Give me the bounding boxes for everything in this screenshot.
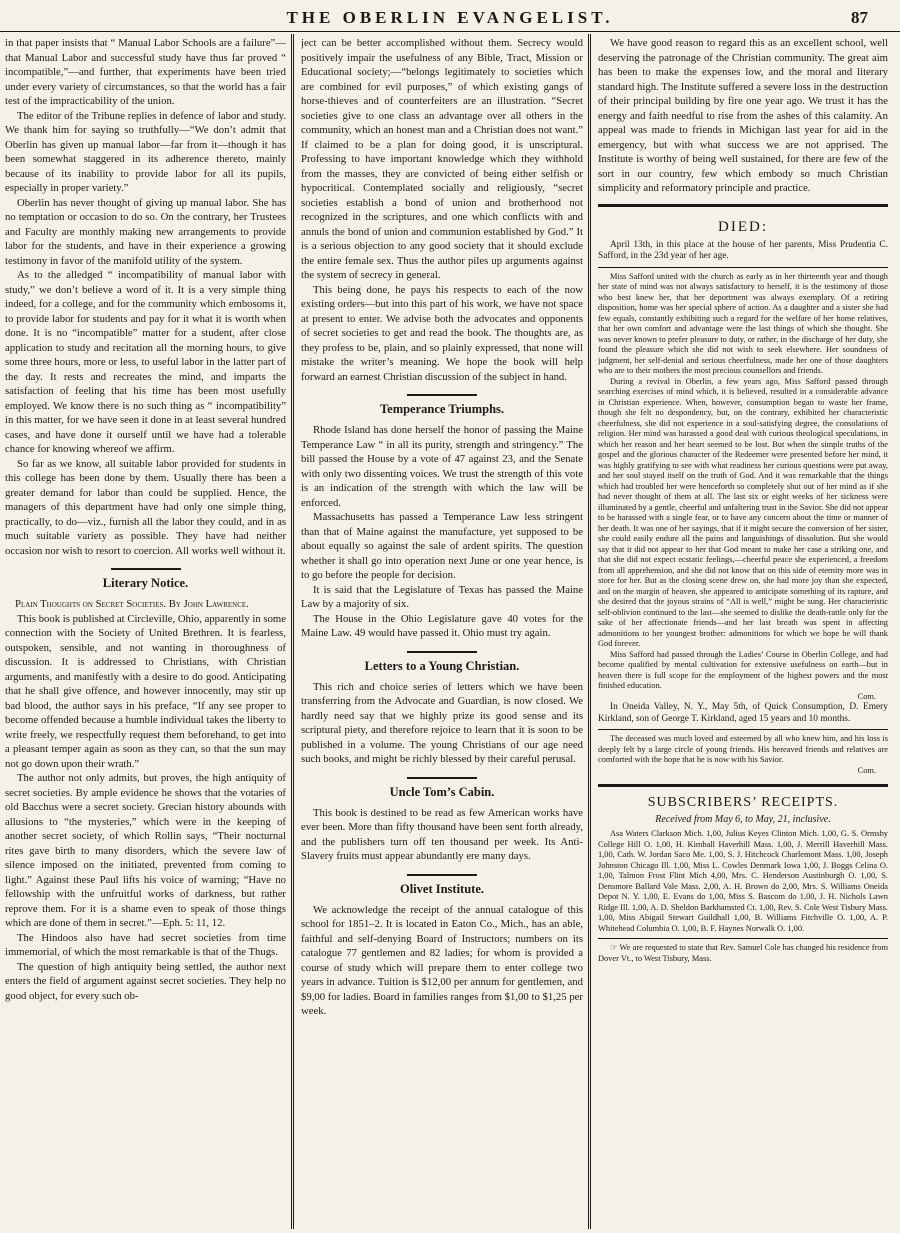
- article-paragraph: The House in the Ohio Legislature gave 40 votes for the Maine Law. 49 would have passed it. Ohio must try again.: [301, 612, 583, 639]
- signature: Com.: [857, 691, 876, 701]
- article-paragraph: As to the alledged “ incompatibility of manual labor with study,” we don’t believe a word of it. It is a very simple thing indeed, for a college, and for the community which embosoms it, to provide labor for students and pay for it what it is worth when done. It is no “incompatible” matter for a student, after close application to study and recitation all the morning hours, to give some three hours, more or less, to useful labor in the latter part of the day. It rests and recreates the mind, and imparts the satisfaction of feeling that his time has been most usefully employed. We know there is no such thing as “ incompatibility” in this matter, for we have seen it done in at least several hundred cases, and have done it ourself until we have had a tolerable chance for knowing whereof we affirm.: [5, 269, 286, 455]
- article-paragraph: in that paper insists that “ Manual Labor Schools are a failure”—that Manual Labor and successful study have thus far proved “ incompatible,”—and further, that experiments have been tried under every variety of circumstances, so that the world has a fair test of the impracticability of the union.: [5, 37, 286, 107]
- divider: [598, 938, 888, 939]
- article-paragraph: We have good reason to regard this as an excellent school, well deserving the patronage of the Christian community. The great aim has been to make the expenses low, and the moral and literary standard high. The Institute suffered a severe loss in the destruction of their principal building by fire one year ago. We trust it has the energy and faith needful to rise from the ashes of this calamity. An appeal was made to friends in Michigan last year for aid in the emergency, but with what success we are not apprised. The Institute is worthy of being well sustained, for there are few of the sort in our country, few which embody so much Christian simplicity and reformatory principle and practice.: [598, 37, 888, 194]
- page-number: 87: [851, 8, 868, 27]
- olivet-institute-heading: Olivet Institute.: [301, 874, 583, 897]
- obituary-paragraph: During a revival in Oberlin, a few years ago, Miss Safford passed through searching exercises of mind which, it is believed, resulted in a considerable advance in Christian experience. When, however, consumption began to waste her frame, though she felt no despondency, but, on the contrary, exhibited her characteristic cheerfulness, she did not experience in a soul-satisfying degree, the consolations of religion. Her mind was harassed a good deal with curious theological speculations, in which her reason and her heart seemed to be lost. But when the simple truths of the gospel and the glorious character of the Redeemer were presented before her mind, it was highly gratifying to see with what readiness her curious questions were put away, and her soul stayed itself on the truth of God. And it was remarkable that the things which had troubled her were henceforth so completely shut out of her mind as if she had never thought of them at all. The last six or eight weeks of her sickness were illuminated by a gentle, cheerful and unfaltering trust in the Savior. She did not appear to be harassed with a single fear, or to have any concern about the time or manner of her death. It was one of her sayings, that if it might secure the conversion of her sister, she could easily endure all the pains and languishings of dissolution. But she would say that it did not appear to her that God meant to make her case a striking one, and that she did not expect ecstatic feelings,—cheerful peace she experienced, a freedom from all apprehension, and she did not know that on this side of eternity more was in store for her. But as the closing scene drew on, she had more joy than she expected, and on the margin of heaven, she appeared to anticipate something of its rapture, and she desired that the joyous strains of “All is well,” might be sung. Her characteristic self-oblivion continued to the last—she seemed to dislike the death-rattle only for the sake of her affectionate friends—and her last breath was spent in affecting admonitions to her youngest brother: admonitions for which we hope he will thank God forever.: [598, 376, 888, 648]
- obituary-paragraph: Miss Safford united with the church as early as in her thirteenth year and though her state of mind was not always satisfactory to herself, it is the testimony of those who best knew her, that her deportment was always exemplary. Of a retiring disposition, home was her special sphere of action. As a daughter and a sister she had few equals, constantly exhibiting such a regard for the welfare of her home relatives, that her own comfort and advantage were the last things of which she thought. She was never known to prefer pleasure to duty, or rather, in the discharge of her duty, she found the pleasure which she did not wish to seek elsewhere. Her soundness of judgment, her self-denial and serious cheerfulness, made her one of those daughters who are to their mothers the most precious counsellors and friends.: [598, 271, 888, 375]
- letters-heading: Letters to a Young Christian.: [301, 651, 583, 674]
- column-divider: [291, 34, 294, 1229]
- temperance-heading: Temperance Triumphs.: [301, 394, 583, 417]
- receipts-note: ☞ We are requested to state that Rev. Samuel Cole has changed his residence from Dover Vt., to West Tisbury, Mass.: [598, 943, 888, 963]
- article-paragraph: This rich and choice series of letters which we have been transferring from the Advocate and Guardian, is now closed. We hardly need say that we highly prize its good sense and its scriptural piety, and therefore rejoice to learn that it is soon to be published in a volume. The young Christians of our age need such books, and might be richly blessed by their careful perusal.: [301, 680, 583, 765]
- column-divider: [588, 34, 591, 1229]
- masthead-title: THE OBERLIN EVANGELIST.: [286, 8, 614, 27]
- article-paragraph: Massachusetts has passed a Temperance Law less stringent than that of Maine against the manufacture, yet supposed to be about equally so against the sale of ardent spirits. The question whether it shall go into operation next June or one year hence, is to go before the people for decision.: [301, 511, 583, 581]
- article-paragraph: Rhode Island has done herself the honor of passing the Maine Temperance Law “ in all its purity, strength and stringency.” The bill passed the House by a vote of 47 against 23, and the Senate with only two dissenting voices. We trust the strength of this vote is an indication of the strength with which the law will be enforced.: [301, 424, 583, 509]
- literary-notice-byline: Plain Thoughts on Secret Societies. By John Lawrence.: [15, 598, 249, 610]
- article-paragraph: We acknowledge the receipt of the annual catalogue of this school for 1851–2. It is located in Eaton Co., Mich., has an able, faithful and self-denying Board of Instructors; numbers on its catalogue 77 gentlemen and 82 ladies; for whom is provided a course of study which will prepare them to enter college two years in advance. Tuition is $12,00 per annum for gentlemen, and $9,00 for ladies. Board in families ranges from $1,00 to $1,25 per week.: [301, 903, 583, 1017]
- divider: [598, 267, 888, 268]
- died-heading: DIED:: [718, 218, 768, 235]
- literary-notice-heading: Literary Notice.: [5, 568, 286, 591]
- header-rule: [0, 31, 900, 32]
- section-rule: [598, 204, 888, 207]
- column-2: [301, 36, 583, 1226]
- article-paragraph: The author not only admits, but proves, the high antiquity of secret societies. By ample evidence he shows that the votaries of old Bacchus were a secret society. Grecian history abounds with allusions to “the mysteries,” which were in the keeping of another secret society, of which Rollin says, “Their nocturnal rites gave birth to many disorders, which the severe law of silence imposed on the initiated, prevented from coming to light.” Against these Paul lifts his voice of warning; “Have no fellowship with the unfruitful works of darkness, but rather reprove them. For it is a shame even to speak of those things which are done of them in secret.”—Eph. 5: 11, 12.: [5, 772, 286, 929]
- article-paragraph: This book is destined to be read as few American works have ever been. More than fifty thousand have been sent forth already, and the publishers turn off ten thousand per week. Its Anti-Slavery fruits must appear abundantly ere many days.: [301, 806, 583, 862]
- article-paragraph: So far as we know, all suitable labor provided for students in this college has been done by them. Usually there has been a greater demand for labor than could be supplied. Hence, the managers of this department have had only one simple thing, practically, to do—viz., furnish all the labor they could, and in as much suitable variety as possible. They have had neither occasion nor wish to resort to coercion. All works well without it.: [5, 457, 286, 557]
- article-paragraph: The editor of the Tribune replies in defence of labor and study. We thank him for saying so truthfully—“We don’t admit that Oberlin has given up manual labor—far from it—though it has been somewhat staggered in its adherence thereto, mainly because of its inability to provide labor for all its pupils, especially in proper variety.”: [5, 109, 286, 194]
- obituary-paragraph: Miss Safford had passed through the Ladies’ Course in Oberlin College, and had become qualified by mental cultivation for extensive usefulness on earth—but in heaven there is full scope for the employment of the highest powers and the most finished education.: [598, 649, 888, 690]
- article-paragraph: This book is published at Circleville, Ohio, apparently in some connection with the Society of United Brethren. It is fearless, outspoken, sensible, and not wanting in thoroughness of discussion. It is addressed to Christians, with Christian arguments, and manifestly with a desire to do good. Anticipating that he shall give offence, and however innocently, may stir up bad blood, the author says in his preface, “If any see proper to become offended because a humble individual takes the liberty to write freely, we respectfully request them beforehand, to get into a pleasant temper again as soon as they can, so that the sun may not go down upon their wrath.”: [5, 612, 286, 770]
- column-3: [598, 36, 888, 1226]
- column-1: [5, 36, 286, 1226]
- obituary-notice: April 13th, in this place at the house of her parents, Miss Prudentia C. Safford, in the 23d year of her age.: [598, 239, 888, 261]
- receipts-date-range: Received from May 6, to May, 21, inclusive.: [655, 814, 831, 825]
- obituary-notice: In Oneida Valley, N. Y., May 5th, of Quick Consumption, D. Emery Kirkland, son of George T. Kirkland, aged 15 years and 10 months.: [598, 702, 888, 724]
- article-paragraph: This being done, he pays his respects to each of the now existing orders—but into this part of his work, we have not space at present to enter. We advise both the advocates and opponents of secret societies to get and read the book. The thoughts are, as they profess to be, plain, and so plainly expressed, that none will mistake the writer’s meaning. We hope the book will help forward an earnest Christian discussion of the subject in hand.: [301, 283, 583, 383]
- receipts-list: Asa Waters Clarkson Mich. 1,00, Julius Keyes Clinton Mich. 1,00, G. S. Ormsby College Hill O. 1,00, H. Kimball Haverhill Mass. 1,00, J. Merrill Haverhill Mass. 1,00, Cath. W. Jordan Saco Me. 1,00, S. J. Hitchcock Charlemont Mass. 1,00, Joseph Johnston Chicago Ill. 1,00, Miss L. Cowles Denmark Iowa 1,00, J. Boggs Celina O. 1,00, Talmon Frost Flint Mich 4,00, Mrs. C. Henderson Austinburgh O. 1,00, S. Densmore Ballard Vale Mass. 2,00, A. H. Brown do 2,00, Mrs. S. Williams Oneida Depot N. Y. 1,00, E. Evans do 1,00, Miss S. Bascom do 1,00, J. H. Nichols Lawn Ridge Ill. 1,00, A. D. Sheldon Barkhamsted Ct. 1,00, Rev. S. Cole West Tisbury Mass. 1,00, Miss Abigail Stewart Guildhall 1,00, B. Williams Fitchville O. 1,00, A. P. Whitehead Columbia O. 1,00, B. F. Haynes Norwalk O. 1,00.: [598, 829, 888, 933]
- uncle-toms-cabin-heading: Uncle Tom’s Cabin.: [301, 777, 583, 800]
- signature: Com.: [857, 765, 876, 775]
- article-paragraph: It is said that the Legislature of Texas has passed the Maine Law by a majority of six.: [301, 583, 583, 610]
- article-paragraph: The Hindoos also have had secret societies from time immemorial, of which the most remarkable is that of the Thugs.: [5, 931, 286, 958]
- subscribers-receipts-heading: SUBSCRIBERS’ RECEIPTS.: [647, 795, 839, 810]
- article-paragraph: ject can be better accomplished without them. Secrecy would positively impair the usefulness of any Bible, Tract, Mission or Educational society;—“belongs legitimately to societies which are combined for evil purposes,” of which existing gangs of horse-thieves and of counterfeiters are an illustration. “Secret societies give to one class an advantage over all others in the community, which an honest man and a Christian does not want.” If claimed to be a plan for doing good, it is unscriptural. Professing to have important knowledge which they withhold from the masses, they are convicted of being either selfish or hypocritical. Contemplated socially and religiously, “secret societies establish a bond of union and brotherhood not recognized in the scriptures, and one which conflicts with and annuls the bond of union and communion established by God.” It is a serious objection to any good society that it should exclude the entire female sex. Thus the author piles up arguments against the system of secrecy in general.: [301, 37, 583, 281]
- article-paragraph: The question of high antiquity being settled, the author next enters the field of argument against secret societies. They help no good object, for every such ob-: [5, 960, 286, 1002]
- masthead: [0, 0, 900, 34]
- obituary-paragraph: The deceased was much loved and esteemed by all who knew him, and his loss is deeply felt by a large circle of young friends. His bereaved friends and relatives are comforted with the hope that he is now with his Savior.: [598, 734, 888, 764]
- divider: [598, 729, 888, 730]
- article-paragraph: Oberlin has never thought of giving up manual labor. She has no temptation or occasion to do so. On the contrary, her Trustees and Faculty are monthly making new arrangements to provide labor for the students, and have in their experience a growing testimony in favor of the manifold utility of the system.: [5, 196, 286, 267]
- section-rule: [598, 784, 888, 787]
